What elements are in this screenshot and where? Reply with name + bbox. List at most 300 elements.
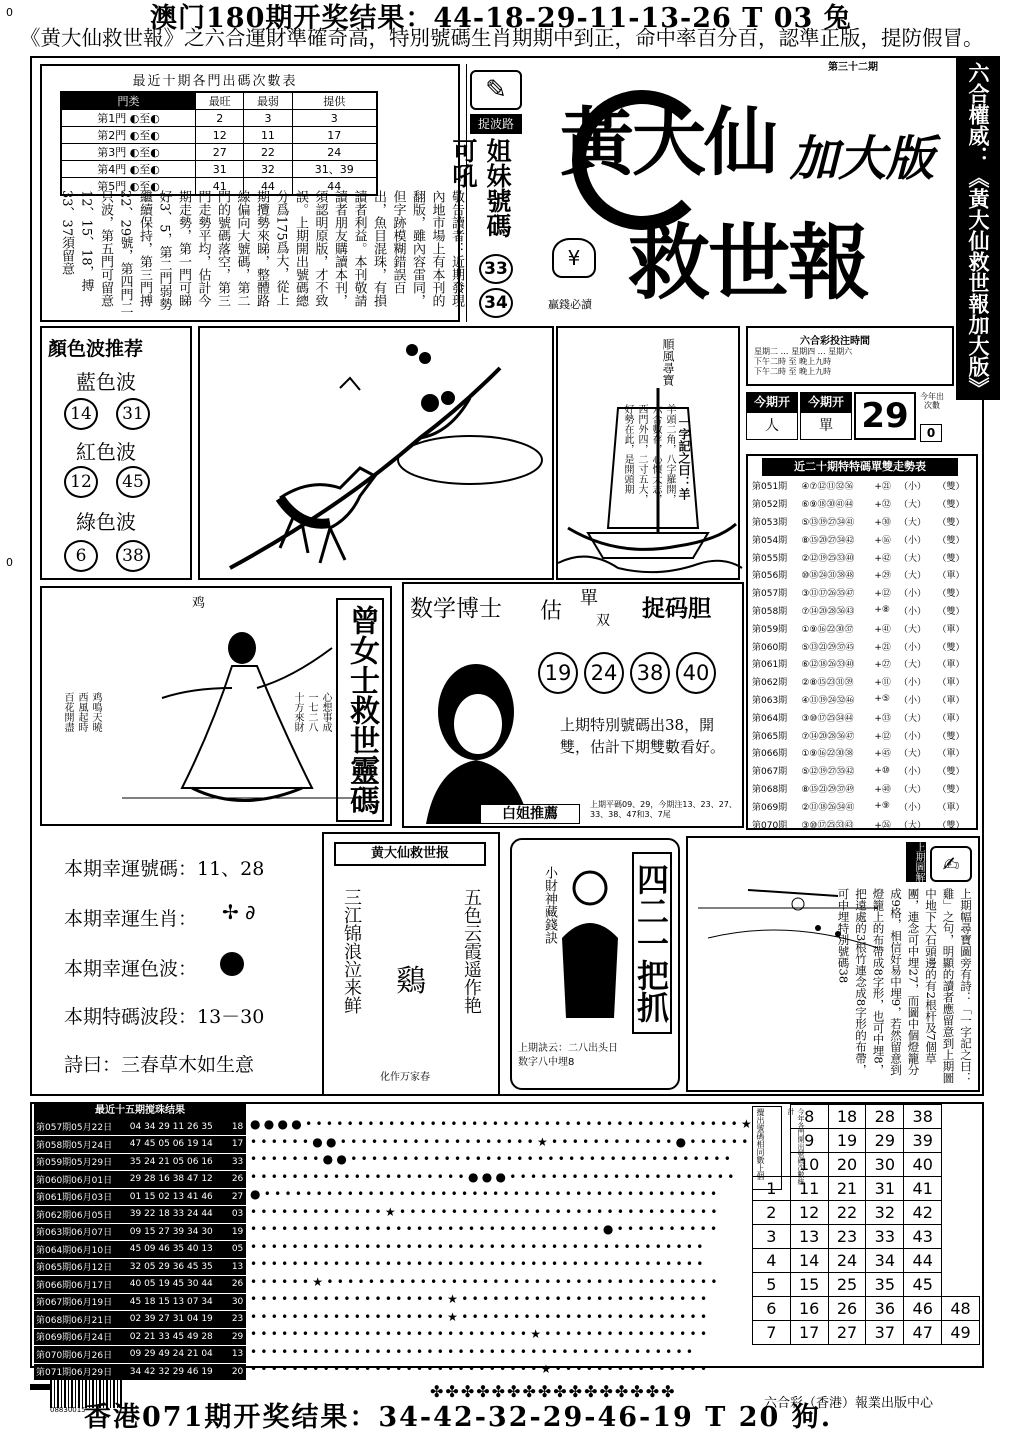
- schedule-row: 星期二 … 星期四 … 星期六: [754, 347, 853, 356]
- door-cell: 22: [244, 144, 292, 161]
- trend-row: [752, 602, 976, 620]
- dot-row: •••••••●●•••••••••••••••••••••••••••••••••••••: [250, 1152, 735, 1166]
- dot-row: ••••••••••••••••••••••••••••••••••••••••••••: [250, 1239, 707, 1254]
- god-bottom: 上期訣云：二八出头日 数字八中埋8: [518, 1043, 618, 1068]
- fisher-text: 上期幅尋寶圖旁有詩：「一字記之曰：雞」之句，明顯的讀者應留意到上期圖中地下大石頭邊的有2根杆及7個草團，連念可中埋27，而圖中個燈籠分成9格，相信好易中埋9，若然留意到燈籠上的布帶成8字形，也可中埋8，把遠處的3根竹連念成8字形的布帶，可中埋特別號碼38: [836, 888, 973, 1084]
- trend-row: [752, 584, 976, 602]
- boat-title: 順風尋寶: [661, 338, 675, 386]
- math-single: 單: [580, 588, 598, 609]
- door-grid-cell: 43: [904, 1225, 942, 1249]
- door-cell: 第1門 ◐至◐: [61, 110, 196, 127]
- trend-row: [752, 780, 976, 798]
- poem-header: 黄大仙救世报: [334, 842, 486, 866]
- poem-right-col: 五色云霞遥作艳: [461, 888, 482, 1014]
- door-grid-cell: 33: [866, 1225, 904, 1249]
- trend-cell: （雙）: [937, 553, 965, 564]
- poem-center: 鷄: [396, 964, 426, 999]
- door-grid-row: [753, 1321, 980, 1345]
- trend-cell: 第058期: [752, 606, 788, 617]
- history-cell: 26: [230, 1171, 246, 1189]
- history-row: [34, 1118, 246, 1136]
- history-cell: 第067期06月19日: [34, 1293, 128, 1311]
- trend-cell: +㉜: [874, 500, 891, 511]
- today-big-number: 29: [854, 392, 916, 440]
- door-grid-cell: 12: [790, 1201, 828, 1225]
- door-grid-cell: 26: [828, 1297, 866, 1321]
- lady-vertical-title: 曾女士救世靈碼: [336, 598, 384, 822]
- door-grid-side-label2: 今年各門開出號碼次數統計: [787, 1108, 805, 1185]
- door-grid-cell: 3: [753, 1225, 791, 1249]
- history-cell: 18: [230, 1118, 246, 1136]
- color-ball-icon: [220, 952, 244, 976]
- history-row: [34, 1223, 246, 1241]
- trend-cell: +㊺: [874, 749, 891, 760]
- trend-cell: +㉗: [874, 660, 891, 671]
- door-grid-row: [753, 1249, 980, 1273]
- door-grid-cell: 27: [828, 1321, 866, 1345]
- lady-poem-line: 一七二八: [306, 692, 317, 732]
- door-grid-row: [753, 1129, 980, 1153]
- trend-cell: +㊷: [874, 553, 891, 564]
- door-grid-cell: 24: [828, 1249, 866, 1273]
- color-wave-num: 31: [116, 398, 150, 430]
- math-number: 40: [676, 652, 716, 694]
- door-grid-cell: 16: [790, 1297, 828, 1321]
- color-wave-num: 45: [116, 466, 150, 498]
- door-cell: 第4門 ◐至◐: [61, 161, 196, 178]
- history-row: [34, 1258, 246, 1276]
- trend-cell: （雙）: [937, 500, 965, 511]
- trend-cell: ②⑫⑲㉕㉝㊵: [801, 553, 855, 564]
- trend-cell: （大）: [898, 500, 926, 511]
- trend-cell: +㉙: [874, 571, 891, 582]
- lady-title-char: 鸡: [192, 596, 206, 611]
- side-banner-text: 六合權威：《黃大仙救世報加大版》強勢出版！: [930, 62, 991, 398]
- ornament-row: ✤✤✤✤✤✤✤✤✤✤✤✤✤✤✤✤: [430, 1382, 677, 1401]
- slogan: 《黄大仙救世報》之六合運財準確奇高，特別號碼生肖期期中到正，命中率百分百，認準正版，提防假冒。: [20, 26, 984, 50]
- history-cell: 26: [230, 1276, 246, 1294]
- door-grid-cell: 2: [753, 1201, 791, 1225]
- door-grid-cell: 22: [828, 1201, 866, 1225]
- history-row: [34, 1276, 246, 1294]
- today-value-1: 人: [746, 412, 798, 440]
- trend-cell: +⑤: [874, 694, 890, 705]
- deer-illustration-panel: [198, 326, 554, 580]
- trend-cell: ②⑪⑱㉖㉞㊶: [801, 802, 855, 813]
- trend-title: 近二十期特特碼單雙走勢表: [762, 458, 958, 476]
- dot-row: •••••••••••••••••••••●●●••••••••••••••••••••••: [250, 1169, 738, 1184]
- trend-cell: +⑫: [874, 589, 891, 600]
- lucky-line: 本期幸運號碼：11、28: [64, 858, 265, 880]
- door-grid-cell: 36: [866, 1297, 904, 1321]
- door-grid-cell: 4: [753, 1249, 791, 1273]
- history-cell: 第069期06月24日: [34, 1328, 128, 1346]
- trend-cell: （小）: [898, 589, 926, 600]
- door-grid-cell: 41: [904, 1177, 942, 1201]
- trend-cell: +⑯: [874, 535, 891, 546]
- door-cell: 32: [244, 161, 292, 178]
- history-row: [34, 1206, 246, 1224]
- trend-table: [752, 477, 976, 833]
- trend-cell: 第051期: [752, 482, 788, 493]
- trend-cell: +⑩: [874, 765, 890, 776]
- trend-cell: （大）: [898, 713, 926, 724]
- barcode-text: 08830015: [50, 1406, 86, 1414]
- trend-cell: +㊵: [874, 784, 891, 795]
- color-wave-name: 紅色波: [76, 440, 136, 464]
- lady-poem-line: 心想事成: [320, 692, 331, 732]
- door-grid-cell: 14: [790, 1249, 828, 1273]
- dot-row: ••••••••••••••••••••••••••••••••••••••••••••: [250, 1257, 707, 1271]
- door-grid-cell: 40: [904, 1153, 942, 1177]
- trend-cell: 第055期: [752, 553, 788, 564]
- trend-cell: 第068期: [752, 784, 788, 795]
- door-grid-cell: 8: [790, 1105, 828, 1129]
- history-cell: 29: [230, 1328, 246, 1346]
- trend-cell: +㉑: [874, 642, 891, 653]
- door-grid-cell: 44: [904, 1249, 942, 1273]
- trend-cell: （雙）: [937, 784, 965, 795]
- trend-cell: +⑧: [874, 605, 890, 616]
- trend-cell: 第067期: [752, 767, 788, 778]
- history-cell: 第066期06月17日: [34, 1276, 128, 1294]
- door-cell: 17: [292, 127, 377, 144]
- trend-cell: ⑤⑬⑲㉗㉞㊶: [801, 517, 855, 528]
- door-grid-side-label: 攪出號碼相同數上個: [756, 1108, 765, 1180]
- color-wave-name: 綠色波: [76, 510, 136, 534]
- boat-riddle: 羊頭二角，八字羅開，六合數存，心懷大志，西門外四，二寸五大，好勢在此，是開頭期: [622, 404, 675, 504]
- trend-cell: （小）: [898, 535, 926, 546]
- dot-grid: [250, 1116, 756, 1376]
- history-cell: 第059期05月29日: [34, 1153, 128, 1171]
- trend-cell: （小）: [898, 482, 926, 493]
- math-number: 38: [630, 652, 670, 694]
- trend-cell: （雙）: [937, 642, 965, 653]
- trend-cell: ⑥⑫⑱㉖㉝㊵: [801, 660, 855, 671]
- trend-cell: （大）: [898, 820, 926, 831]
- deer-illustration: [200, 328, 556, 582]
- history-row: [34, 1328, 246, 1346]
- door-cell: 11: [244, 127, 292, 144]
- lady-poem-line: 鸡鳴天曉: [90, 692, 101, 732]
- history-row: [34, 1363, 246, 1381]
- door-header: 門类: [61, 92, 196, 110]
- dot-row: •••••••••••••★•••••••••••••••••••••••••••••••: [250, 1204, 721, 1219]
- trend-cell: （雙）: [937, 535, 965, 546]
- door-grid-cell: 18: [828, 1105, 866, 1129]
- dot-row: ••••••★••••••••••••••••••••••••••••••••••••••: [250, 1274, 721, 1289]
- god-big-text: 四二一把抓: [632, 852, 672, 1034]
- color-wave-num: 12: [64, 466, 98, 498]
- history-cell: 40 05 19 45 30 44: [128, 1276, 230, 1294]
- trend-cell: 第053期: [752, 517, 788, 528]
- today-value-2: 單: [800, 412, 852, 440]
- color-wave-num: 14: [64, 398, 98, 430]
- trend-cell: （大）: [898, 517, 926, 528]
- door-cell: 27: [196, 144, 244, 161]
- catch-number: 34: [479, 288, 513, 318]
- history-cell: 30: [230, 1293, 246, 1311]
- door-grid-cell: 42: [904, 1201, 942, 1225]
- door-cell: 第3門 ◐至◐: [61, 144, 196, 161]
- trend-cell: +⑫: [874, 731, 891, 742]
- schedule-row: 下午二時 至 晚上九時: [754, 367, 832, 376]
- history-row: [34, 1136, 246, 1154]
- door-grid-cell: 32: [866, 1201, 904, 1225]
- trend-cell: ①⑨⑯㉒㉚㊳: [801, 749, 854, 760]
- trend-cell: 第064期: [752, 713, 788, 724]
- trend-cell: 第052期: [752, 500, 788, 511]
- trend-cell: （雙）: [937, 767, 965, 778]
- history-cell: 17: [230, 1136, 246, 1154]
- trend-cell: （單）: [937, 695, 965, 706]
- door-cell: 24: [292, 144, 377, 161]
- history-title: 最近十五期搅珠结果: [34, 1104, 246, 1118]
- history-cell: 第071期06月29日: [34, 1363, 128, 1381]
- trend-cell: （雙）: [937, 482, 965, 493]
- trend-row: [752, 744, 976, 762]
- trend-cell: +㉑: [874, 482, 891, 493]
- masthead-tiny: 第三十二期: [828, 62, 878, 73]
- catch-wave-slogan: 姐妹號碼可吼: [449, 138, 512, 238]
- lady-poem-line: 百花開盡: [62, 692, 73, 732]
- trend-cell: （雙）: [937, 731, 965, 742]
- trend-cell: ②⑧⑮㉓㉛㊴: [801, 678, 854, 689]
- door-cell: 44: [292, 178, 377, 196]
- history-cell: 第060期06月01日: [34, 1171, 128, 1189]
- math-footer-small: 上期平碼09、29，今期注13、23、27、33、38、47和3、7尾: [590, 800, 737, 819]
- trend-cell: +㉝: [874, 713, 891, 724]
- today-count-value: 0: [920, 424, 942, 442]
- trend-cell: 第057期: [752, 589, 788, 600]
- today-count-label: 今年出次數: [920, 392, 944, 410]
- dot-row: ••••••●●•••••••••••••••••••★••••••••••••●••••••: [250, 1134, 752, 1149]
- door-grid-cell: 9: [790, 1129, 828, 1153]
- trend-cell: （單）: [937, 678, 965, 689]
- hk-result: 香港071期开奖结果：34-42-32-29-46-19 T 20 狗.: [84, 1402, 833, 1433]
- history-cell: 35 24 21 05 06 16: [128, 1153, 230, 1171]
- trend-cell: ③⑩⑰㉕㉝㊸: [801, 820, 854, 831]
- trend-cell: （單）: [937, 660, 965, 671]
- door-grid-cell: 19: [828, 1129, 866, 1153]
- god-vertical: 小財神藏錢訣: [542, 866, 557, 944]
- door-grid-cell: 30: [866, 1153, 904, 1177]
- trend-cell: 第069期: [752, 802, 788, 813]
- trend-cell: +㊶: [874, 624, 891, 635]
- door-grid-cell: 11: [790, 1177, 828, 1201]
- dot-row: •••••••••••••••••••••••••••••••••••••••••••: [250, 1344, 697, 1359]
- door-cell: 31: [196, 161, 244, 178]
- history-cell: 第061期06月03日: [34, 1188, 128, 1206]
- door-cell: 3: [292, 110, 377, 127]
- door-grid-cell: 47: [904, 1321, 942, 1345]
- door-grid-cell: 23: [828, 1225, 866, 1249]
- math-title: 数学博士: [410, 596, 502, 622]
- poem-left-col: 三江锦浪泣来鲜: [341, 888, 362, 1014]
- color-wave-name: 藍色波: [76, 370, 136, 394]
- trend-cell: （單）: [937, 749, 965, 760]
- door-grid-cell: 7: [753, 1321, 791, 1345]
- history-cell: 04 34 29 11 26 35: [128, 1118, 230, 1136]
- schedule-title: 六合彩投注時間: [800, 336, 870, 347]
- trend-row: [752, 566, 976, 584]
- trend-cell: ⑧⑮㉑㉙㊲㊾: [801, 784, 855, 795]
- margin-mark-middle: 0: [6, 556, 13, 569]
- history-cell: 09 15 27 39 34 30: [128, 1223, 230, 1241]
- history-cell: 第058期05月24日: [34, 1136, 128, 1154]
- door-header: 最旺: [196, 92, 244, 110]
- trend-row: [752, 797, 976, 815]
- door-grid-cell: 48: [942, 1297, 980, 1321]
- history-cell: 01 15 02 13 41 46: [128, 1188, 230, 1206]
- history-cell: 47 45 05 06 19 14: [128, 1136, 230, 1154]
- trend-row: [752, 477, 976, 495]
- trend-cell: ③⑪⑰㉖㉟㊼: [801, 589, 855, 600]
- history-row: [34, 1346, 246, 1364]
- trend-cell: +⑪: [874, 678, 891, 689]
- trend-cell: 第070期: [752, 820, 788, 831]
- trend-row: [752, 726, 976, 744]
- door-cell: 41: [196, 178, 244, 196]
- door-grid-cell: 17: [790, 1321, 828, 1345]
- color-wave-title: 顏色波推荐: [48, 338, 144, 360]
- dot-row: •••••••••••••••••••••••••••★••••••••••••••••: [250, 1327, 711, 1341]
- trend-cell: ⑩⑱㉔㉛㊳㊽: [801, 571, 855, 582]
- trend-cell: ③⑩⑰㉕㉞㊹: [801, 713, 854, 724]
- door-grid-cell: 15: [790, 1273, 828, 1297]
- door-grid-cell: 49: [942, 1321, 980, 1345]
- history-cell: 02 39 27 31 04 19: [128, 1311, 230, 1329]
- poem-footer: 化作万家春: [380, 1072, 430, 1083]
- trend-cell: （大）: [898, 660, 926, 671]
- math-number: 19: [538, 652, 578, 694]
- girl-portrait: [406, 628, 532, 824]
- door-grid-row: [753, 1201, 980, 1225]
- door-grid-cell: 10: [790, 1153, 828, 1177]
- trend-cell: 第063期: [752, 695, 788, 706]
- dot-row: ••••••••••••••••••••••••••••••••••●••••••••••: [250, 1222, 721, 1236]
- history-row: [34, 1171, 246, 1189]
- history-cell: 19: [230, 1223, 246, 1241]
- math-catch: 捉码胆: [642, 595, 711, 622]
- trend-cell: +⑨: [874, 801, 890, 812]
- door-grid-row: [753, 1297, 980, 1321]
- schedule-row: 下午二時 至 晚上九時: [754, 357, 832, 366]
- history-cell: 39 22 18 33 24 44: [128, 1206, 230, 1224]
- history-row: [34, 1293, 246, 1311]
- trend-cell: （大）: [898, 749, 926, 760]
- color-wave-num: 6: [64, 540, 98, 572]
- door-grid-row: [753, 1273, 980, 1297]
- trend-cell: （小）: [898, 767, 926, 778]
- history-row: [34, 1153, 246, 1171]
- door-grid-cell: 5: [753, 1273, 791, 1297]
- trend-cell: 第065期: [752, 731, 788, 742]
- trend-row: [752, 637, 976, 655]
- trend-cell: 第059期: [752, 624, 788, 635]
- history-cell: 45 09 46 35 40 13: [128, 1241, 230, 1259]
- history-cell: 第065期06月12日: [34, 1258, 128, 1276]
- math-guess: 估: [540, 599, 563, 624]
- masthead-line2: 救世報: [628, 215, 869, 311]
- history-cell: 02 21 33 45 49 28: [128, 1328, 230, 1346]
- trend-cell: 第062期: [752, 678, 788, 689]
- trend-cell: （雙）: [937, 589, 965, 600]
- door-cell: 2: [196, 110, 244, 127]
- trend-row: [752, 530, 976, 548]
- trend-cell: （大）: [898, 553, 926, 564]
- math-number: 24: [584, 652, 624, 694]
- trend-cell: （單）: [937, 624, 965, 635]
- trend-row: [752, 762, 976, 780]
- trend-cell: 第060期: [752, 642, 788, 653]
- history-row: [34, 1188, 246, 1206]
- trend-cell: （雙）: [937, 606, 965, 617]
- trend-row: [752, 495, 976, 513]
- trend-cell: ⑦⑭⑳㉘㊱㊼: [801, 731, 855, 742]
- history-row: [34, 1241, 246, 1259]
- door-header: 最弱: [244, 92, 292, 110]
- history-cell: 第063期06月07日: [34, 1223, 128, 1241]
- door-grid-cell: 39: [904, 1129, 942, 1153]
- trend-row: [752, 673, 976, 691]
- lucky-line: 本期幸運色波：: [64, 958, 198, 980]
- fisher-label: 上期圖解: [906, 842, 926, 882]
- trend-cell: +㉖: [874, 820, 891, 831]
- notice-text: 敬告讀者：近期發現內地市場上有本刊的翻版，雖內容雷同，但字跡模糊錯誤百出，魚目混珠，有損讀者利益。本刊敬請讀者朋友購讀本刊，須認明原版，才不致誤。上期開出號碼總分爲175爲大，從上期攬勢來睇，整體路線偏向大號碼，第二門的號碼落空，第三門走勢平均，估計今期走勢，第一門可睇好3、5，第二門弱勢繼續保持，第三門搏22、29號，第四門二只波，第五門可留意12、15、18，搏33、37須留意: [59, 190, 464, 315]
- door-grid-cell: 1: [753, 1177, 791, 1201]
- macau-result: 澳门180期开奖结果：44-18-29-11-13-26 T 03 兔: [150, 3, 852, 34]
- trend-cell: （小）: [898, 731, 926, 742]
- trend-cell: ⑦⑭⑳㉘㊱㊸: [801, 606, 855, 617]
- trend-cell: （小）: [898, 642, 926, 653]
- today-label-2: 今期开: [800, 392, 852, 412]
- history-cell: 45 18 15 13 07 34: [128, 1293, 230, 1311]
- trend-cell: 第054期: [752, 535, 788, 546]
- color-wave-num: 38: [116, 540, 150, 572]
- catch-number: 33: [479, 254, 513, 284]
- door-cell: 第5門 ◐至◐: [61, 178, 196, 196]
- trend-cell: （大）: [898, 784, 926, 795]
- lady-poem-line: 西風起時: [76, 692, 87, 732]
- door-grid-row: [753, 1105, 980, 1129]
- dot-row: •••••••••••••••••••★••••••••••••••••••••••••: [250, 1309, 711, 1324]
- door-table-title: 最近十期各門出碼次數表: [132, 74, 298, 89]
- dot-row: ●●●●••••••••••••••••••••••••••••••••••••••••••★: [250, 1117, 756, 1131]
- trend-cell: （大）: [898, 571, 926, 582]
- trend-row: [752, 619, 976, 637]
- publisher: 六合彩（香港）報業出版中心: [764, 1396, 934, 1411]
- dot-row: •••••••••••••••••••★••••••••••••••••••••••••: [250, 1292, 711, 1306]
- trend-cell: 第061期: [752, 660, 788, 671]
- math-footer-label: 白姐推薦: [480, 804, 580, 824]
- trend-cell: （雙）: [937, 820, 965, 831]
- door-grid-row: [753, 1153, 980, 1177]
- history-cell: 第070期06月26日: [34, 1346, 128, 1364]
- history-cell: 09 29 49 24 21 04: [128, 1346, 230, 1364]
- today-label-1: 今期开: [746, 392, 798, 412]
- door-grid-row: [753, 1177, 980, 1201]
- trend-cell: （單）: [937, 571, 965, 582]
- history-cell: 13: [230, 1346, 246, 1364]
- door-grid-cell: 34: [866, 1249, 904, 1273]
- catch-wave-icon: ✎: [470, 70, 522, 110]
- trend-cell: 第066期: [752, 749, 788, 760]
- catch-wave-label: 捉波路: [470, 114, 522, 134]
- history-table: [34, 1118, 246, 1381]
- history-cell: 23: [230, 1311, 246, 1329]
- trend-row: [752, 708, 976, 726]
